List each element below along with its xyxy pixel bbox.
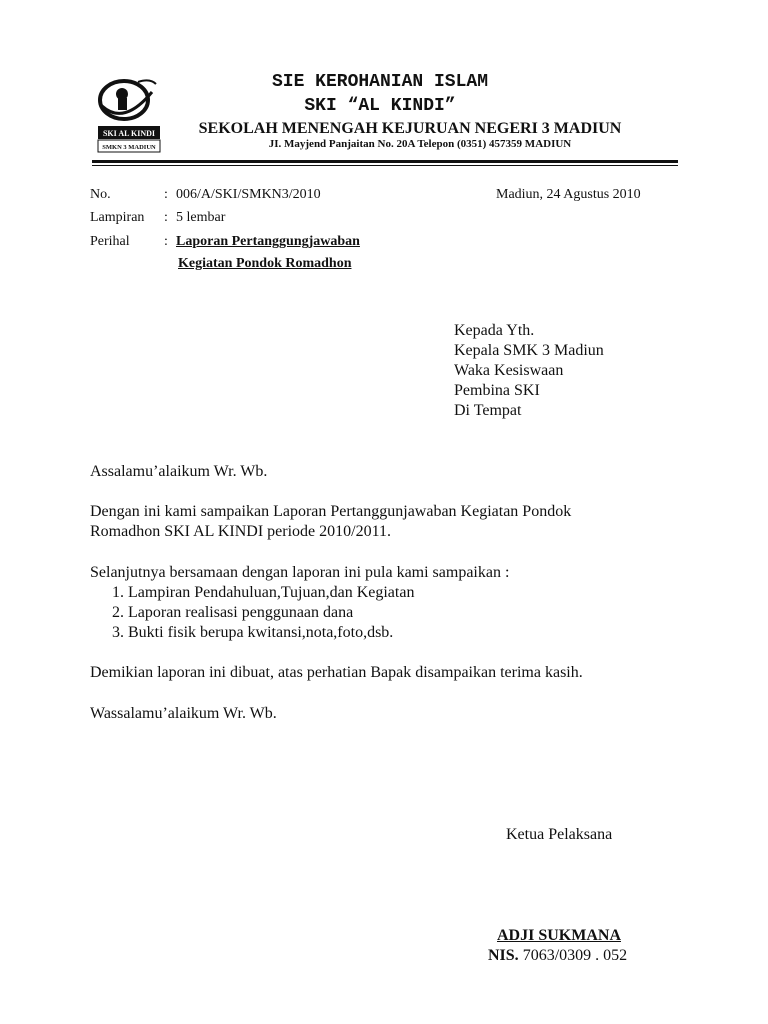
school-address: JI. Mayjend Panjaitan No. 20A Telepon (0351) 457359 MADIUN [268, 138, 572, 150]
recipient-line: Waka Kesiswaan [454, 362, 564, 379]
lampiran-label: Lampiran [90, 210, 145, 225]
school-name: SEKOLAH MENENGAH KEJURUAN NEGERI 3 MADIUN [198, 120, 622, 137]
recipient-line: Kepada Yth. [454, 322, 535, 339]
recipient-line: Di Tempat [454, 402, 522, 419]
signature-name: ADJI SUKMANA [497, 927, 621, 944]
signature-role: Ketua Pelaksana [506, 826, 613, 843]
no-colon: : [164, 187, 168, 202]
perihal-line1: Laporan Pertanggungjawaban [176, 234, 360, 249]
nis-value: 7063/0309 . 052 [522, 947, 628, 964]
body-paragraph-1-cont: Romadhon SKI AL KINDI periode 2010/2011. [90, 523, 391, 540]
org-subname: SKI “AL KINDI” [304, 96, 456, 116]
perihal-line2: Kegiatan Pondok Romadhon [178, 256, 352, 271]
no-label: No. [90, 187, 111, 202]
lampiran-colon: : [164, 210, 168, 225]
logo-text-top: SKI AL KINDI [102, 129, 156, 138]
header-rule [92, 160, 678, 163]
body-paragraph-2: Selanjutnya bersamaan dengan laporan ini pula kami sampaikan : [90, 564, 510, 581]
perihal-label: Perihal [90, 234, 130, 249]
header-rule-thin [92, 165, 678, 166]
farewell: Wassalamu’alaikum Wr. Wb. [90, 705, 277, 722]
recipient-line: Pembina SKI [454, 382, 540, 399]
lampiran-value: 5 lembar [176, 210, 226, 225]
logo-text-bottom: SMKN 3 MADIUN [102, 144, 156, 151]
closing-paragraph: Demikian laporan ini dibuat, atas perhatian Bapak disampaikan terima kasih. [90, 664, 583, 681]
list-item: 1. Lampiran Pendahuluan,Tujuan,dan Kegiatan [112, 584, 415, 601]
list-item: 2. Laporan realisasi penggunaan dana [112, 604, 354, 621]
letter-date: Madiun, 24 Agustus 2010 [496, 187, 641, 202]
greeting: Assalamu’alaikum Wr. Wb. [90, 463, 268, 480]
perihal-colon: : [164, 234, 168, 249]
no-value: 006/A/SKI/SMKN3/2010 [176, 187, 321, 202]
signature-nis [488, 947, 627, 965]
list-item: 3. Bukti fisik berupa kwitansi,nota,foto,dsb. [112, 624, 394, 641]
nis-label: NIS. [488, 947, 519, 964]
body-paragraph-1: Dengan ini kami sampaikan Laporan Pertanggunjawaban Kegiatan Pondok [90, 503, 572, 520]
recipient-line: Kepala SMK 3 Madiun [454, 342, 604, 359]
org-name: SIE KEROHANIAN ISLAM [271, 72, 489, 92]
